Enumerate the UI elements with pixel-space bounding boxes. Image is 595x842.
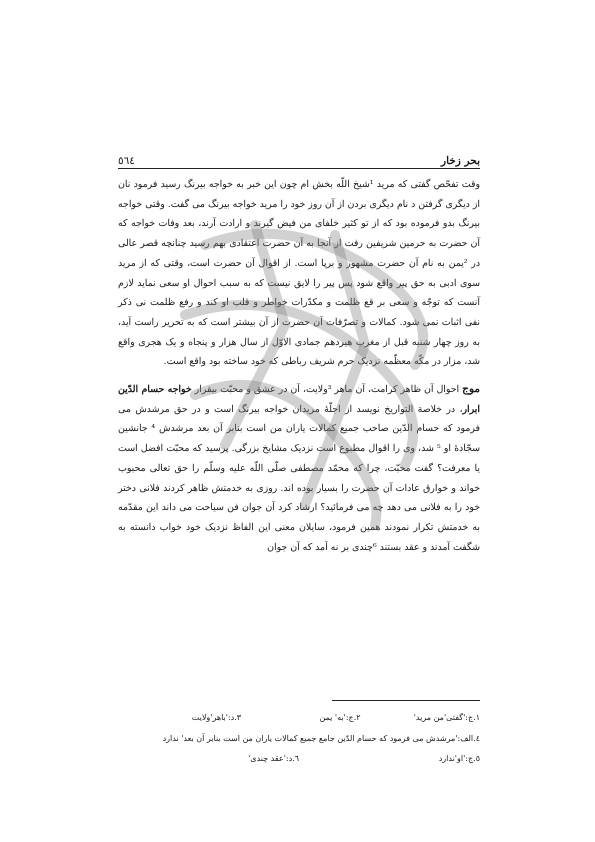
header-title: بحر زخار	[441, 155, 480, 167]
footnote-6: ٦.د:'عقد چندی'	[248, 754, 299, 763]
footnote-separator	[332, 700, 480, 701]
footnote-5: ٥.ج:'او'ندارد	[438, 754, 480, 763]
paragraph-2-text-a: احوال آن ظاهر کرامت، آن ماهر ³ولایت، آن در عشق و محبّت بیقرار	[191, 384, 463, 396]
page-number: ٥٦٤	[118, 155, 135, 167]
paragraph-2-text-b: ، در خلاصة التواریخ نویسد از اجلّهٔ مریدان خواجه بیرنگ است و در حق مرشدش می فرمود که حسام الدّین صاحب جمیع کمالات یاران من است بنابر آن بعد مرشدش ⁴ جانشین سجّادهٔ او ⁵ شد، وی را اقوال مطبوع است نزدیک مشایخ بزرگی. پرسید که محبّت افضل است یا معرفت؟ گفت محبّت، چرا که محمّد مصطفی صلّی اللّه علیه وسلّم را حق تعالی محبوب خواند و خوارق عادات آن حضرت را بسیار بوده اند. روزی به خدمتش ظاهر کردند فلانی دختر خود را به فلانی می دهد چه می فرمائید؟ ارشاد کرد آن جوان فن سیاحت می داند این مقدّمه به خدمتش تکرار نمودند همین فرمود، سایلان معنی این الفاظ نزدیک خود خواب دانسته به شگفت آمدند و عقد بستند ⁶چندی بر نه آمد که آن جوان	[118, 403, 480, 553]
paragraph-2	[118, 380, 480, 557]
footnote-4: ٤.الف:'مرشدش می فرمود که حسام الدّین جامع جمیع کمالات یاران من است بنابر آن بعد' ندارد	[162, 733, 480, 743]
footnote-row	[118, 708, 480, 729]
footnotes	[118, 708, 480, 770]
footnote-2: ٢.ج:'به' یمن	[319, 713, 361, 722]
footnote-1: ١.ج:'گفتی'من مرید'	[413, 713, 480, 722]
person-name: خواجه حسام الدّین ابرار	[118, 384, 480, 415]
footnote-row	[118, 729, 480, 750]
main-text	[118, 175, 480, 557]
paragraph-1: وقت تفحّص گفتی که مرید ¹شیخ اللّه بخش ام چون این خبر به خواجه بیرنگ رسید فرمود نان از دیگری گرفتن د نام دیگری بردن از آن روز خود را مرید خواجه بیرنگ می گفت. وقتی خواجه بیرنگ بدو فرموده بود که از تو کثیر خلفای من فیض گیرند و ارادت آرند، بعد وفات خواجه که آن حضرت به حرمین شریفین رفت از آنجا به آن حضرت اعتقادی بهم رسید چنانچه قصر عالی در ²یمن به نام آن حضرت مشهور و برپا است. از اقوال آن حضرت است، وقتی که از مرید سوی ادبی به حق پیر واقع شود پس پیر را لایق نیست که به سبب احوال او سعی نماید لازم آنست که توجّه و سعی بر قع ظلمت و مکدّرات خواطر و قلب او کند و رفع ظلمت نی ذکر نفی اثبات نمی شود. کمالات و تصرّفات آن حضرت از آن بیشتر است که به تحریر راست آید، به روز چهار شنبه قبل از مغرب هیردهم جمادی الاوّل از سال هزار و پنجاه و یک هجری واقع شد، مزار در مکّه معظّمه نزدیک حرم شریف رباطی که خود ساخته بود واقع است.	[118, 179, 480, 368]
paragraph-lead-word: موج	[462, 383, 480, 396]
footnote-row	[118, 749, 480, 770]
footnote-3: ٣.د:'باهر'ولایت	[191, 713, 242, 722]
running-header	[118, 152, 480, 169]
